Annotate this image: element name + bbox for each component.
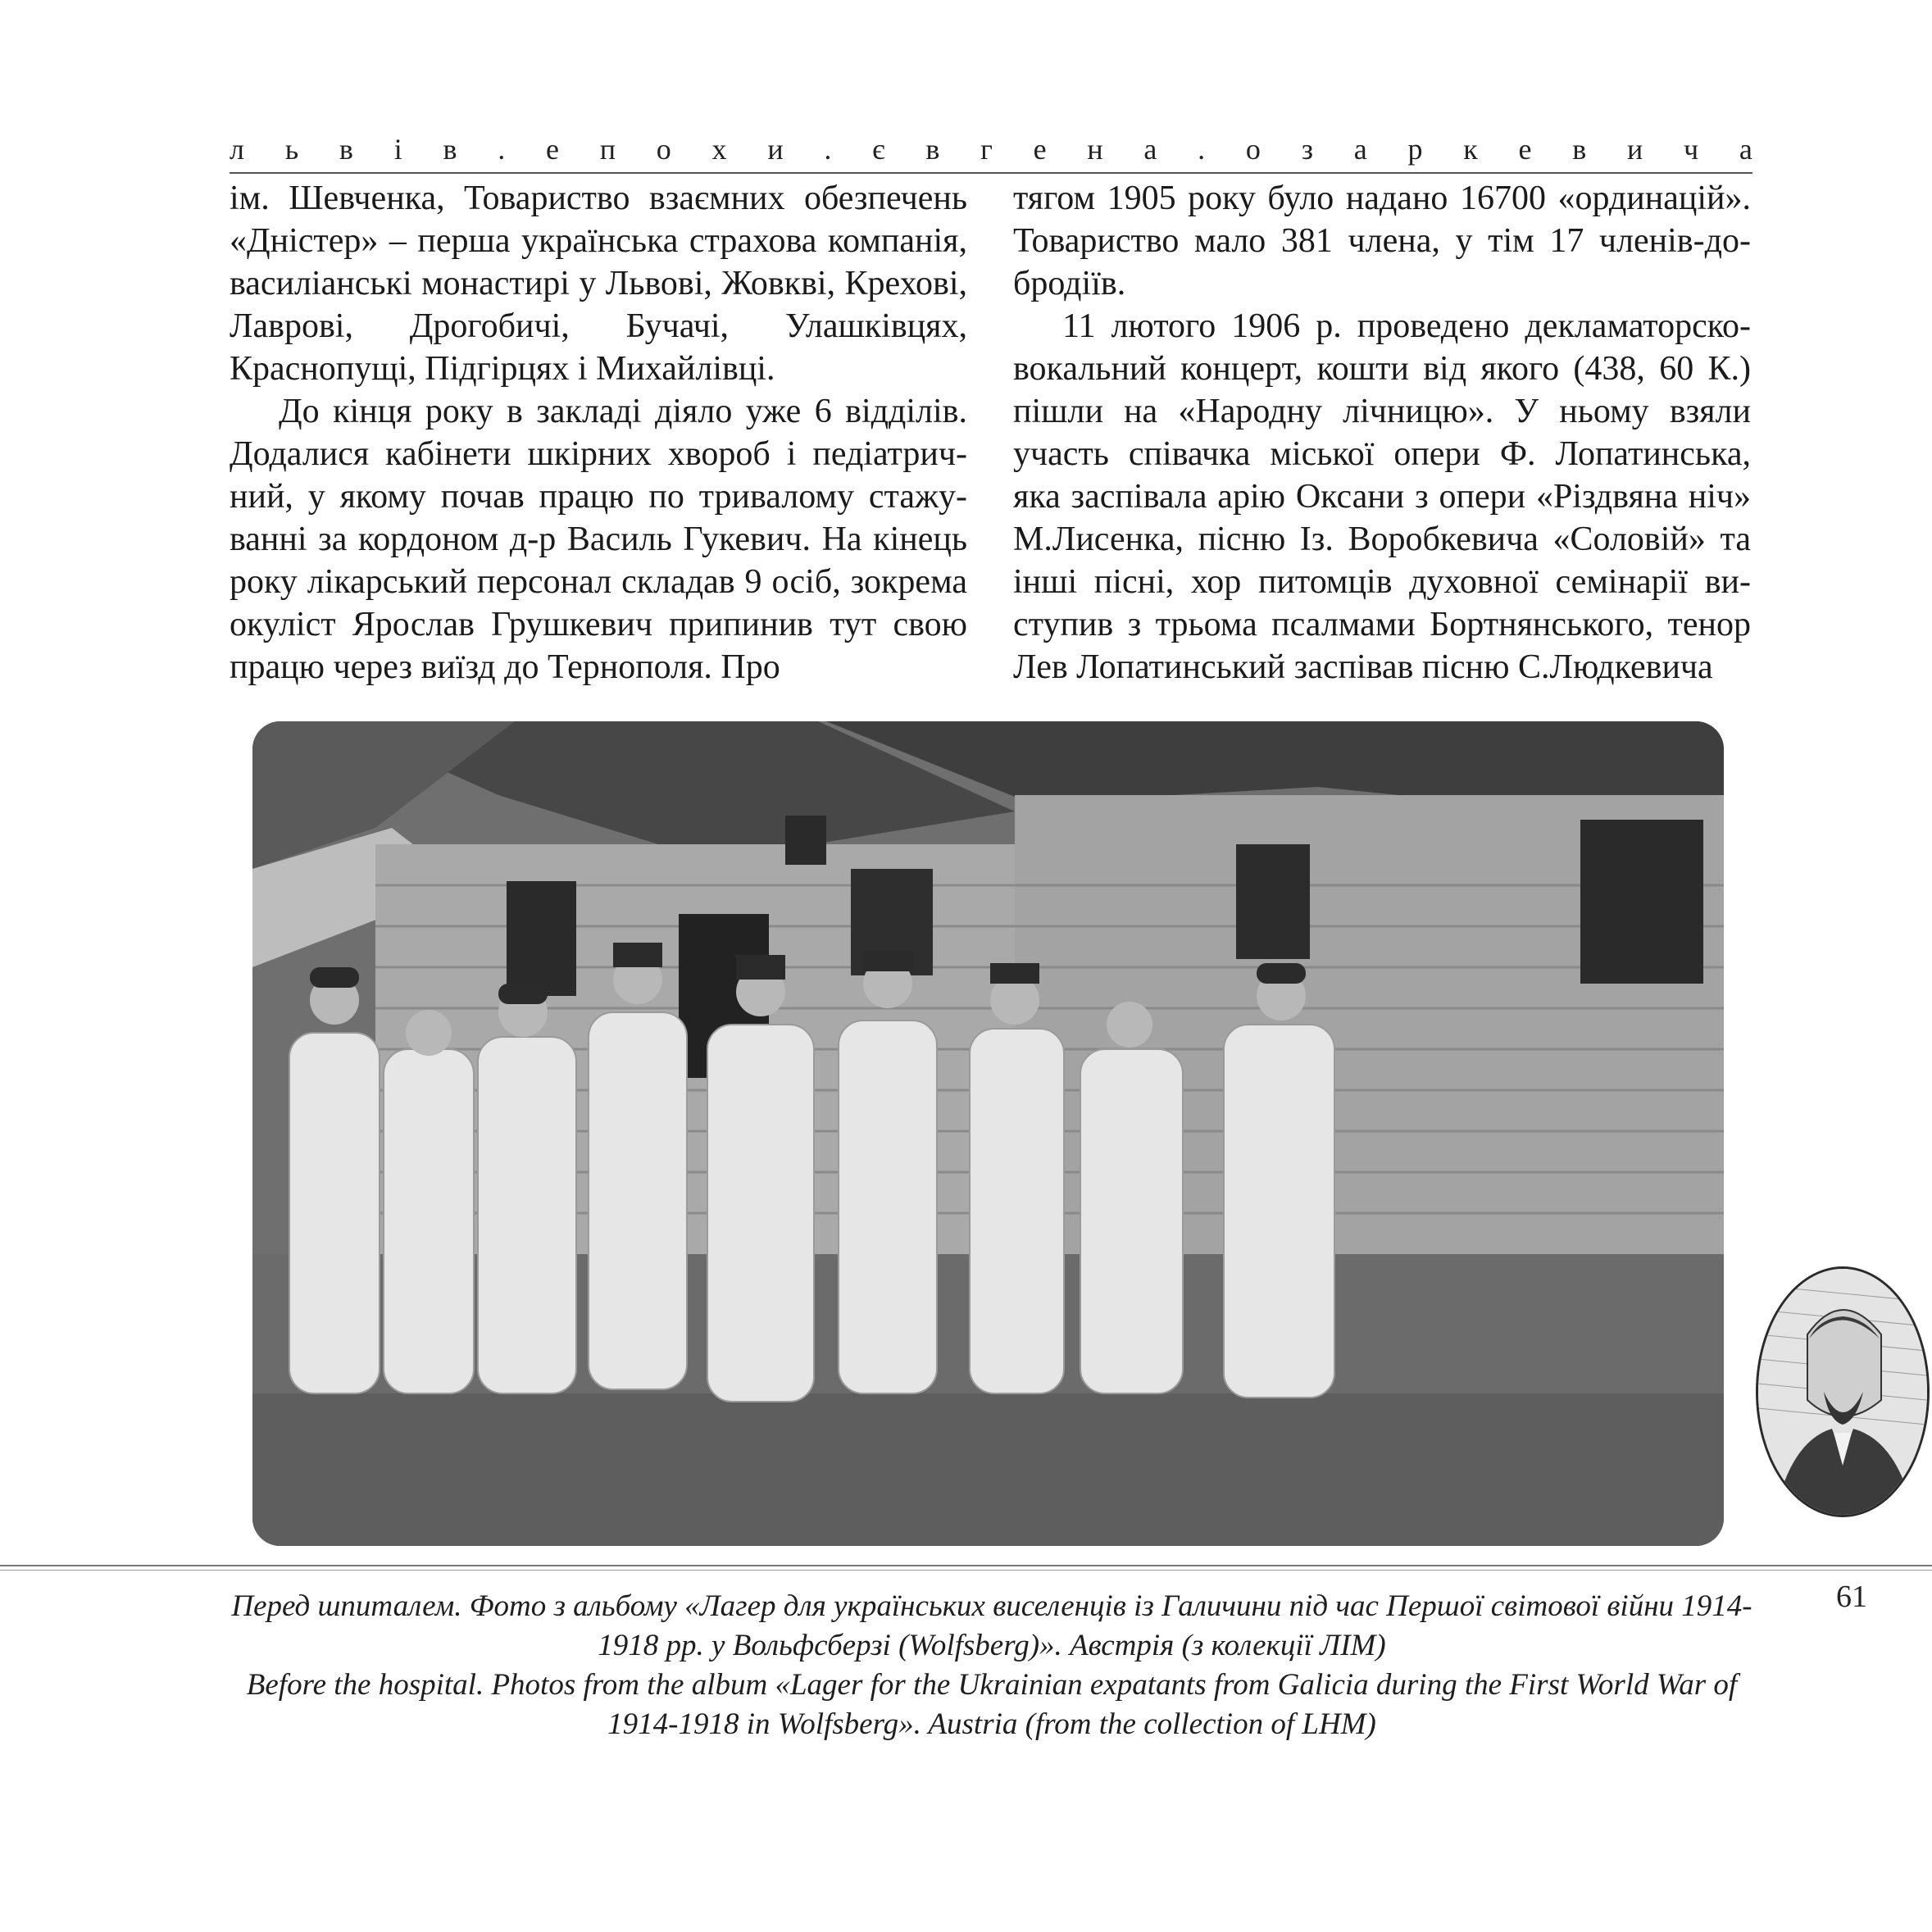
running-head — [230, 131, 1752, 167]
running-head-letter: и — [767, 133, 784, 166]
portrait-engraving — [1756, 1266, 1930, 1517]
caption-ukrainian: Перед шпиталем. Фото з альбому «Лагер для українських виселенців із Галичини під час Першої світової війни 1914-1918 рр. у Вольфсберзі (Wolfsberg)». Австрія (з колекції ЛІМ) — [231, 1589, 1752, 1662]
right-text-column — [1013, 177, 1751, 689]
running-head-letter: а — [1739, 133, 1752, 166]
left-text-column — [230, 177, 967, 689]
paragraph: До кінця року в закладі діяло уже 6 відділів. Додалися кабінети шкірних хвороб і педіатричний, у якому почав працю по тривалому стажуванні за кордоном д-р Василь Гукевич. На кінець року лікарський персонал складав 9 осіб, зокрема окуліст Ярослав Грушкевич припинив тут свою працю через виїзд до Тернополя. Про — [230, 393, 967, 686]
caption-english: Before the hospital. Photos from the album «Lager for the Ukrainian expatants from Galicia during the First World War of 1914-1918 in Wolfsberg». Austria (from the collection of LHM) — [246, 1668, 1738, 1741]
running-head-letter: з — [1301, 133, 1313, 166]
hospital-group-photo — [252, 721, 1724, 1546]
header-rule — [230, 172, 1752, 174]
running-head-letter: е — [546, 133, 559, 166]
running-head-letter: х — [711, 133, 727, 166]
page-number: 61 — [1836, 1580, 1867, 1614]
running-head-letter: е — [1033, 133, 1047, 166]
running-head-letter: ь — [284, 133, 299, 166]
running-head-letter: . — [1198, 133, 1206, 166]
paragraph: 11 лютого 1906 р. проведено декламаторско-вокальний концерт, кошти від якого (438, 60 К.) пішли на «Народну лічницю». У ньому взяли участь співачка міської опери Ф. Лопатинська, яка заспівала арію Оксани з опери «Різдвяна ніч» М.Лисенка, пісню Із. Воробкевича «Соловій» та інші пісні, хор питомців духовної семінарії виступив з трьома псалмами Бортнянського, тенор Лев Лопатинський заспівав пісню С.Людкевича — [1013, 307, 1751, 686]
running-head-letter: . — [498, 133, 506, 166]
running-head-letter: є — [872, 133, 885, 166]
footer-rule — [0, 1565, 1932, 1566]
running-head-letter: і — [393, 133, 402, 166]
running-head-letter: и — [1626, 133, 1643, 166]
running-head-letter: о — [1245, 133, 1261, 166]
running-head-letter: к — [1463, 133, 1478, 166]
running-head-letter: л — [230, 133, 244, 166]
running-head-letter: е — [1518, 133, 1532, 166]
running-head-letter: а — [1143, 133, 1157, 166]
running-head-letter: в — [1572, 133, 1587, 166]
paragraph: ім. Шевченка, Товариство взаємних обезпечень «Дністер» – перша українська страхова компанія, василіанські монастирі у Львові, Жовкві, Крехові, Лаврові, Дрогобичі, Бучачі, Улашківцях, Краснопущі, Підгірцях і Михайлівці. — [230, 180, 967, 388]
running-head-letter: в — [339, 133, 353, 166]
running-head-letter: ч — [1684, 133, 1699, 166]
running-head-letter: н — [1087, 133, 1103, 166]
running-head-letter: г — [980, 133, 993, 166]
running-head-letter: п — [599, 133, 616, 166]
running-head-letter: . — [824, 133, 832, 166]
running-head-letter: о — [656, 133, 671, 166]
paragraph: тягом 1905 року було надано 16700 «ординацій». Товариство мало 381 члена, у тім 17 членів-добродіїв. — [1013, 180, 1751, 302]
running-head-letter: р — [1407, 133, 1423, 166]
footer-rule-thin — [0, 1570, 1932, 1571]
running-head-letter: в — [925, 133, 940, 166]
photo-caption — [213, 1587, 1771, 1744]
running-head-letter: в — [443, 133, 457, 166]
running-head-letter: а — [1353, 133, 1367, 166]
